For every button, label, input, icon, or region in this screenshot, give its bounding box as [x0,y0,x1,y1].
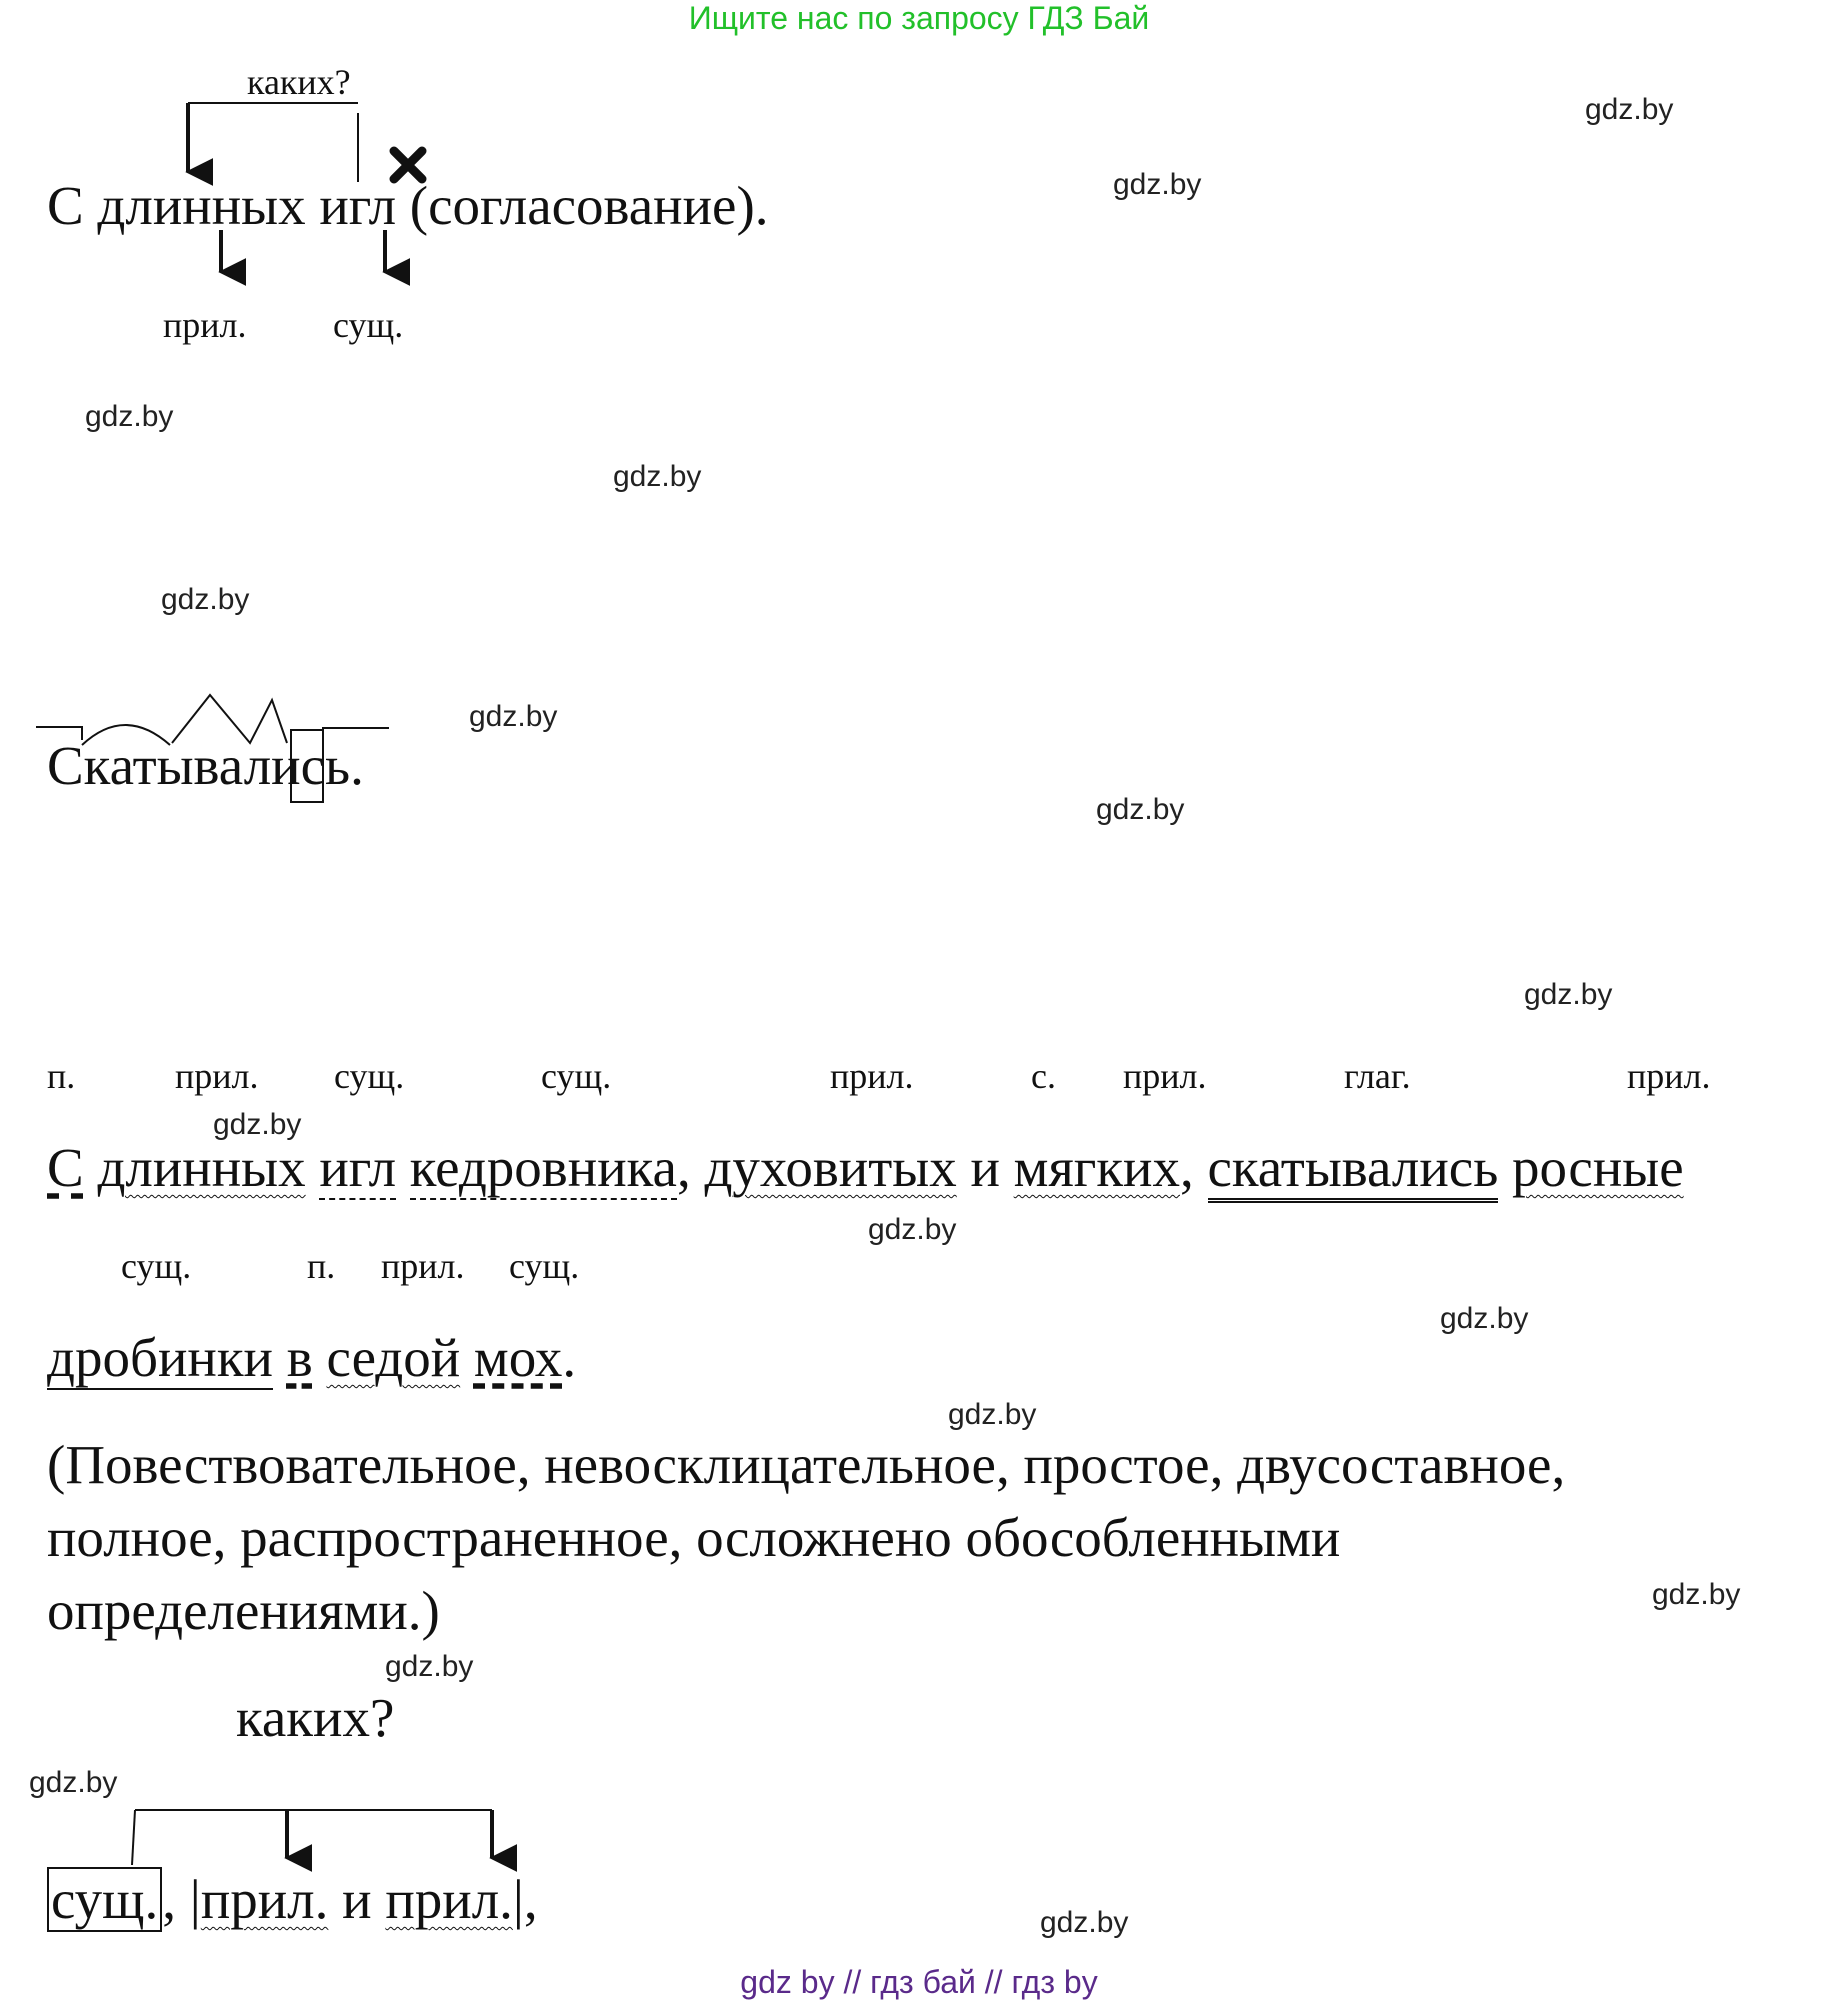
footer: gdz by // гдз бай // гдз by [740,1964,1098,2000]
suffix-mark [172,695,287,743]
sentence-line-2: дробинки в седой мох. [47,1327,577,1388]
phrase1-label-noun: сущ. [333,305,404,345]
watermark: gdz.by [385,1650,474,1683]
word-root-part: атывал [109,735,272,796]
ending-box [291,730,323,802]
phrase1-text: С длинных игл (согласование). [47,175,769,236]
word-ending-part: сь. [300,735,364,796]
word-igl: игл [319,1137,397,1198]
word-rosnye: росные [1512,1137,1684,1198]
sentence-line-1: С длинных игл кедровника, духовитых и мягких, скатывались росные [47,1140,1684,1195]
watermark: gdz.by [1096,793,1185,826]
scheme-adj1: прил. [200,1869,329,1930]
word-kedrovnika: кедровника [409,1137,677,1198]
watermark: gdz.by [469,700,558,733]
watermark: gdz.by [1652,1578,1741,1611]
word-skatyvalis: скатывались [1208,1137,1499,1203]
characteristic-line: полное, распространенное, осложнено обособленными [47,1507,1341,1568]
pos-label: п. [47,1056,76,1096]
scheme-noun-box: сущ. [47,1867,162,1932]
pos-label: п. [307,1246,336,1286]
pos-label: сущ. [334,1056,405,1096]
pos-label: глаг. [1344,1056,1411,1096]
prefix-mark [36,727,82,740]
word-prefix-part: Ск [47,735,110,796]
phrase1-question: каких? [247,62,351,102]
word-s: С [47,1137,84,1198]
scheme-line: сущ., |прил. и прил.|, [47,1872,538,1927]
postfix-mark [323,728,389,743]
root-arc [82,725,170,745]
word-suffix-box: и [271,735,301,796]
word-dlinnykh: длинных [97,1137,306,1198]
word-sedoy: седой [326,1327,461,1388]
watermark: gdz.by [213,1108,302,1141]
watermark: gdz.by [85,400,174,433]
scheme-conj: и [342,1869,372,1930]
pos-label: прил. [830,1056,914,1096]
watermark: gdz.by [29,1766,118,1799]
watermark: gdz.by [948,1398,1037,1431]
word-myagkikh: мягких [1013,1137,1180,1198]
watermark: gdz.by [1585,93,1674,126]
scheme-stem [132,1810,135,1865]
pos-label: прил. [381,1246,465,1286]
main-word-cross-icon [394,151,422,179]
pos-label: прил. [175,1056,259,1096]
watermark: gdz.by [868,1213,957,1246]
pos-label: с. [1031,1056,1056,1096]
pos-label: прил. [1123,1056,1207,1096]
characteristic-line: (Повествовательное, невосклицательное, простое, двусоставное, [47,1434,1566,1495]
scheme-question: каких? [236,1687,395,1748]
watermark: gdz.by [1040,1906,1129,1939]
scheme-adj2: прил. [385,1869,513,1930]
top-banner: Ищите нас по запросу ГДЗ Бай [688,0,1150,36]
watermark: gdz.by [1440,1302,1529,1335]
watermark: gdz.by [1113,168,1202,201]
pos-label: прил. [1627,1056,1711,1096]
word-drobinki: дробинки [47,1327,273,1388]
pos-label: сущ. [509,1246,580,1286]
watermark: gdz.by [613,460,702,493]
word-mokh: мох [473,1327,563,1388]
watermark: gdz.by [161,583,250,616]
watermark: gdz.by [1524,978,1613,1011]
word-i: и [970,1137,1000,1198]
word-v: в [286,1327,313,1388]
word-dukhovitykh: духовитых [704,1137,957,1198]
characteristic-line: определениями.) [47,1580,440,1641]
phrase1-label-adj: прил. [163,305,247,345]
pos-label: сущ. [541,1056,612,1096]
pos-label: сущ. [121,1246,192,1286]
